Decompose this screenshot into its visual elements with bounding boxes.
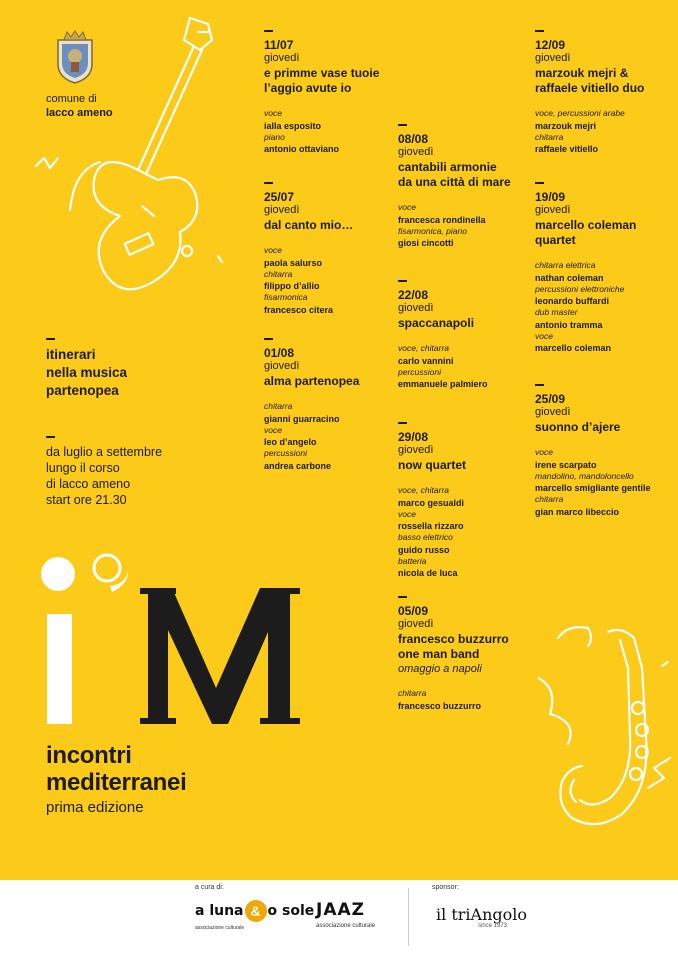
divider-dash [398,124,407,126]
performer-role: voce, percussioni arabe [535,108,625,118]
event-lineup [264,401,404,472]
event-lineup [535,260,675,354]
event-lineup [398,688,538,712]
event-card [535,30,675,155]
festival-title [46,742,186,818]
performer-role: chitarra [535,131,564,142]
aluna-logo-part2: o sole [267,903,315,919]
aluna-logo-sub: associazione culturale [195,925,245,931]
event-date: 01/08 [264,346,295,360]
event-card [398,422,538,579]
performer-role: chitarra [535,494,564,504]
event-date: 25/07 [264,190,295,204]
performer-name: gianni guarracino [264,413,340,424]
performer-name: marco gesualdi [398,497,465,508]
performer-role: batteria [398,555,427,566]
event-lineup [398,202,538,249]
event-date: 05/09 [398,604,429,618]
performer-role: voce [264,108,282,118]
event-title: quartet [535,233,576,247]
intro-title-line: itinerari [46,347,96,362]
divider-dash [398,422,407,424]
event-day: giovedì [264,204,300,216]
event-lineup [398,343,538,390]
performer-name: giosi cincotti [398,238,454,248]
event-day: giovedì [398,444,434,456]
performer-name: emmanuele palmiero [398,379,488,389]
footer [0,880,678,960]
performer-role: chitarra elettrica [535,260,596,270]
event-day: giovedì [264,52,300,64]
event-day: giovedì [398,618,434,630]
performer-role: voce, chitarra [398,343,450,353]
event-card [264,338,404,472]
event-lineup [398,485,538,579]
event-subtitle: omaggio a napoli [398,663,482,675]
event-day: giovedì [398,302,434,314]
divider-dash [46,436,55,438]
info-line: da luglio a settembre [46,445,163,459]
performer-role: voce [535,447,553,457]
event-card [398,124,538,249]
event-title: alma partenopea [264,374,360,388]
event-card [398,280,538,390]
performer-name: marzouk mejri [535,120,597,131]
guitar-illustration-icon [30,10,230,310]
performer-role: dub master [535,307,578,317]
performer-role: fisarmonica [264,292,308,302]
divider-dash [535,182,544,184]
event-lineup [264,245,404,316]
performer-name: francesca rondinella [398,214,486,225]
event-date: 12/09 [535,38,566,52]
event-card [535,384,675,518]
performer-name: antonio tramma [535,319,603,330]
triangolo-logo: il triAngolo [436,905,527,924]
performer-role: voce, chitarra [398,485,450,495]
performer-name: marcello coleman [535,343,612,353]
performer-role: voce [264,424,282,435]
performer-name: nicola de luca [398,568,458,578]
performer-role: voce [264,245,282,255]
performer-name: francesco buzzurro [398,700,482,711]
performer-role: chitarra [264,268,293,279]
event-card [535,182,675,354]
event-card [264,182,404,316]
performer-name: ialla esposito [264,120,322,131]
event-title: da una città di mare [398,175,511,189]
event-title: raffaele vitiello duo [535,81,645,95]
event-day: giovedì [535,52,571,64]
event-day: giovedì [535,204,571,216]
event-lineup [264,108,404,155]
divider-dash [398,596,407,598]
performer-name: paola salurso [264,257,323,268]
event-date: 25/09 [535,392,566,406]
performer-role: percussioni [264,448,307,458]
info-line: di lacco ameno [46,477,131,491]
aluna-logo-amp: & [245,900,267,922]
event-title: spaccanapoli [398,316,475,330]
performer-name: irene scarpato [535,459,597,470]
intro-title [46,338,127,400]
curated-label: a cura di: [195,884,224,891]
divider-dash [46,338,55,340]
performer-name: nathan coleman [535,272,604,283]
performer-role: chitarra [264,401,293,411]
performer-name: carlo vannini [398,355,454,366]
event-day: giovedì [398,146,434,158]
event-day: giovedì [264,360,300,372]
event-card [398,596,538,712]
jaaz-logo-sub: associazione culturale [316,923,376,929]
municipality-line2: lacco ameno [46,107,113,119]
performer-name: raffaele vitiello [535,144,599,154]
performer-name: leonardo buffardi [535,296,609,306]
divider-dash [264,30,273,32]
im-monogram-logo [28,548,348,728]
performer-name: guido russo [398,544,450,555]
performer-name: antonio ottaviano [264,144,339,154]
event-title: cantabili armonie [398,160,497,174]
performer-role: piano [264,131,285,142]
event-title: francesco buzzurro [398,632,509,646]
performer-role: mandolino, mandoloncello [535,470,634,481]
performer-name: marcello smigliante gentile [535,483,651,493]
divider-dash [264,338,273,340]
intro-title-line: nella musica [46,365,128,380]
event-title: one man band [398,647,480,661]
performer-role: percussioni elettroniche [535,283,625,294]
event-lineup [535,108,675,155]
event-title: marcello coleman [535,218,637,232]
municipality-line1: comune di [46,93,97,105]
event-title: now quartet [398,458,466,472]
saxophone-illustration-icon [538,618,678,848]
footer-divider [408,888,409,946]
festival-title-line1: incontri [46,742,132,769]
performer-name: andrea carbone [264,460,332,471]
divider-dash [264,182,273,184]
performer-role: voce [535,330,553,341]
performer-role: voce [398,508,416,519]
performer-name: leo d’angelo [264,437,317,447]
jaaz-logo: JAAZ [316,900,365,920]
performer-role: basso elettrico [398,532,453,542]
performer-name: filippo d’allio [264,281,320,291]
aluna-logo-part1: a luna [195,903,244,919]
festival-edition: prima edizione [46,799,144,816]
divider-dash [398,280,407,282]
info-line: lungo il corso [46,461,120,475]
event-title: e primme vase tuoie [264,66,380,80]
event-date: 22/08 [398,288,429,302]
event-title: l’aggio avute io [264,81,352,95]
divider-dash [535,30,544,32]
event-lineup [535,447,675,518]
performer-role: chitarra [398,688,427,698]
aluna-osole-logo [195,900,314,922]
event-title: marzouk mejri & [535,66,629,80]
triangolo-logo-since: since 1973 [478,923,508,929]
info-line: start ore 21.30 [46,493,127,507]
performer-name: francesco citera [264,304,334,315]
festival-title-line2: mediterranei [46,769,187,796]
intro-title-line: partenopea [46,383,119,398]
event-title: dal canto mio… [264,218,354,232]
schedule-info [46,436,162,508]
performer-role: percussioni [398,366,441,377]
divider-dash [535,384,544,386]
event-card [264,30,404,155]
event-title: suonno d’ajere [535,420,621,434]
performer-name: rossella rizzaro [398,521,464,531]
performer-role: fisarmonica, piano [398,225,467,236]
event-date: 29/08 [398,430,429,444]
event-date: 19/09 [535,190,566,204]
performer-role: voce [398,202,416,212]
sponsor-label: sponsor: [432,884,459,891]
event-day: giovedì [535,406,571,418]
event-date: 08/08 [398,132,429,146]
event-date: 11/07 [264,38,294,52]
performer-name: gian marco libeccio [535,506,620,517]
